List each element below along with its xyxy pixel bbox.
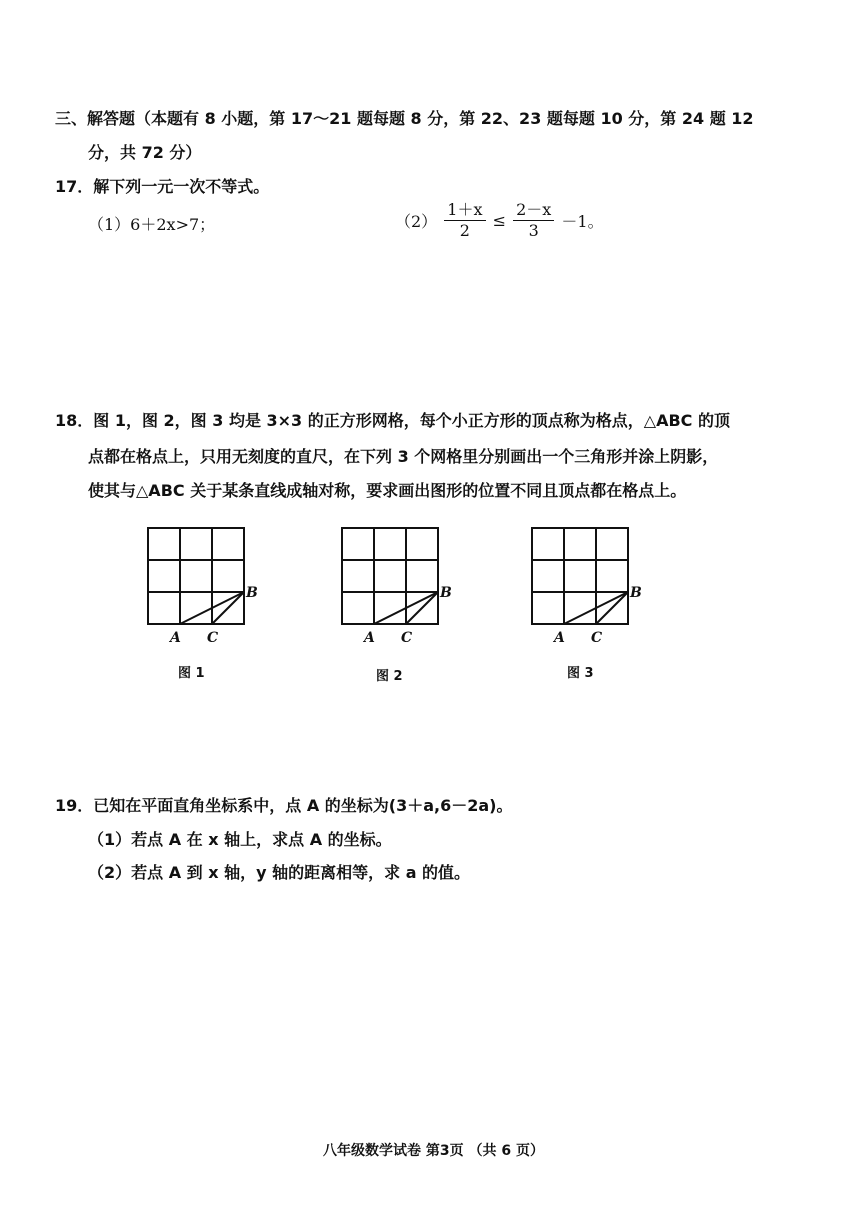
q19-part1: （1）若点 A 在 x 轴上，求点 A 的坐标。 [88,830,392,849]
q19-part2: （2）若点 A 到 x 轴，y 轴的距离相等，求 a 的值。 [88,863,471,882]
figure-2 [334,522,464,656]
grid-figure-1 [140,522,270,652]
section-title-line1: 三、解答题（本题有 8 小题，第 17～21 题每题 8 分，第 22、23 题每题 10 分，第 24 题 12 [55,109,754,128]
q17-fraction-1-numerator: 1＋x [444,200,485,221]
q17-fraction-2-denominator: 3 [528,221,539,240]
q17-fraction-1-denominator: 2 [459,221,470,240]
grid-figure-3 [524,522,654,652]
fig3-label-c: C [591,630,603,646]
q17-stem: 17．解下列一元一次不等式。 [55,177,270,196]
figure-1 [140,522,270,656]
q17-relation: ≤ [492,211,506,230]
q17-fraction-2 [513,200,554,241]
fig1-caption: 图 1 [178,666,205,681]
section-title-line2: 分，共 72 分） [88,143,202,162]
fig2-label-c: C [401,630,413,646]
q18-line1: 18．图 1，图 2，图 3 均是 3×3 的正方形网格，每个小正方形的顶点称为格点，△ABC 的顶 [55,411,730,430]
q19-stem: 19．已知在平面直角坐标系中，点 A 的坐标为(3＋a,6－2a)。 [55,796,513,815]
q17-part1: （1）6＋2x>7； [88,215,216,234]
fig3-caption: 图 3 [567,666,594,681]
q18-line3: 使其与△ABC 关于某条直线成轴对称，要求画出图形的位置不同且顶点都在格点上。 [88,481,687,500]
fig3-label-a: A [554,630,565,646]
fig2-label-b: B [440,585,452,601]
q17-part2-label: （2） [395,212,438,231]
q17-fraction-1 [444,200,485,241]
page-footer: 八年级数学试卷 第3页 （共 6 页） [323,1143,544,1159]
q17-fraction-2-numerator: 2－x [513,200,554,221]
fig1-label-b: B [246,585,258,601]
fig2-label-a: A [364,630,375,646]
fig1-label-c: C [207,630,219,646]
q18-line2: 点都在格点上，只用无刻度的直尺，在下列 3 个网格里分别画出一个三角形并涂上阴影， [88,447,719,466]
q17-part2-tail: －1。 [561,212,604,231]
grid-figure-2 [334,522,464,652]
q17-part2 [395,200,604,241]
fig2-caption: 图 2 [376,669,403,684]
fig3-label-b: B [630,585,642,601]
figure-3 [524,522,654,656]
fig1-label-a: A [170,630,181,646]
